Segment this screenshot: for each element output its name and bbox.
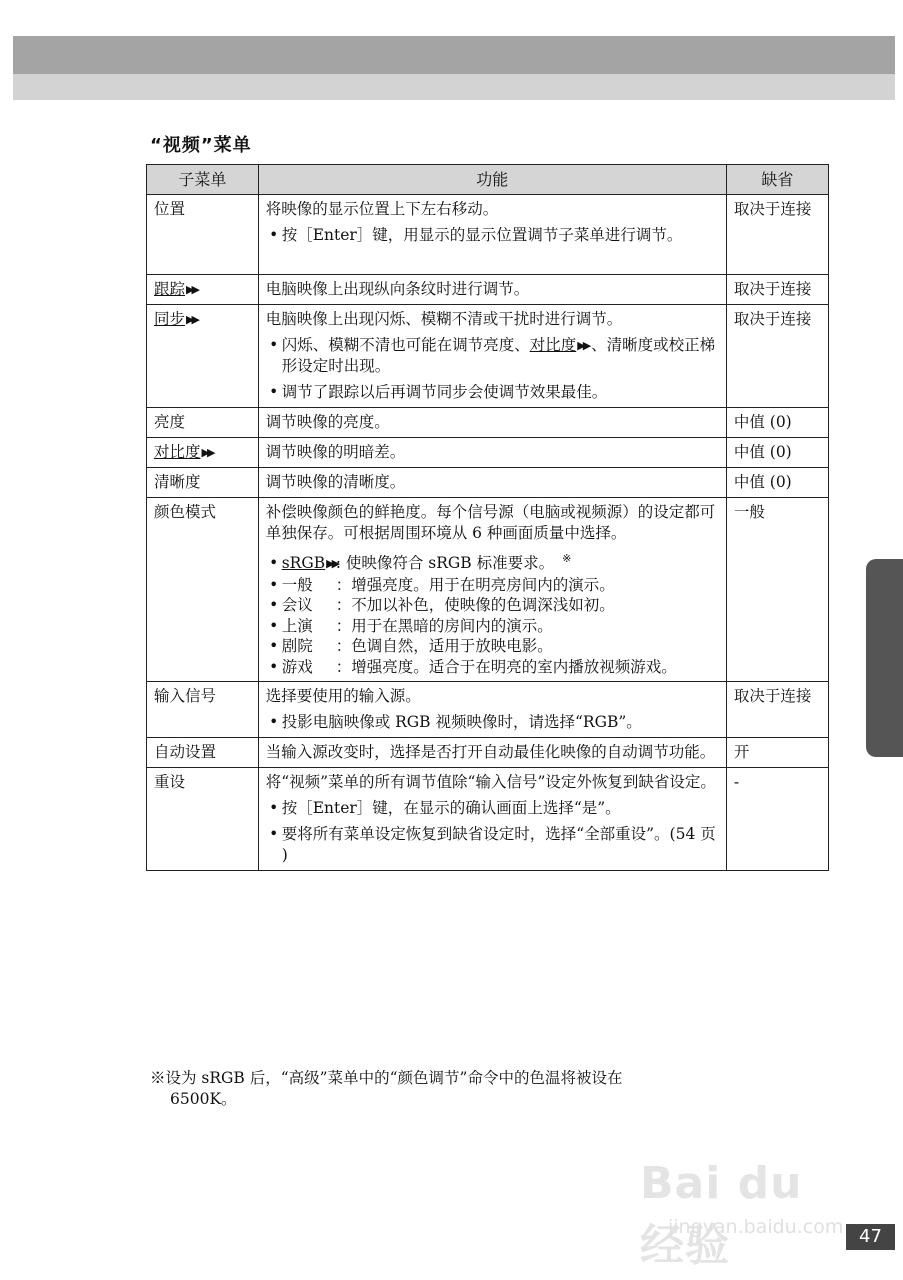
row-function [258, 305, 726, 408]
footnote-line: ※设为 sRGB 后，“高级”菜单中的“颜色调节”命令中的色温将被设在 [150, 1069, 623, 1087]
row-default: 取决于连接 [726, 305, 828, 408]
row-name: 清晰度 [147, 468, 259, 498]
table-header-row [147, 165, 829, 195]
mode-name: 游戏 [281, 657, 313, 676]
video-menu-table [146, 164, 829, 871]
row-name-cell [147, 438, 259, 468]
mode-item [266, 595, 720, 616]
bullet-text: 、清晰度或校正梯形设定时出现。 [281, 336, 716, 375]
table-row [147, 195, 829, 275]
mode-name: 上演 [281, 616, 313, 635]
row-function [258, 768, 726, 871]
row-name: 自动设置 [147, 738, 259, 768]
row-default: 开 [726, 738, 828, 768]
mode-item [266, 636, 720, 657]
mode-name: 剧院 [281, 637, 313, 655]
row-function [258, 682, 726, 738]
bullet-text: 闪烁、模糊不清也可能在调节亮度、 [281, 336, 530, 354]
bullet: • 调节了跟踪以后再调节同步会使调节效果最佳。 [266, 382, 720, 403]
row-default: 取决于连接 [726, 682, 828, 738]
row-default: 中值 (0) [726, 438, 828, 468]
bullet: • 要将所有菜单设定恢复到缺省设定时，选择“全部重设”。(54 页 ) [266, 824, 720, 866]
bullet: • 按［Enter］键，在显示的确认画面上选择“是”。 [266, 798, 720, 819]
contrast-link[interactable]: 对比度 [154, 443, 201, 461]
mode-item [266, 616, 720, 637]
mode-item [266, 549, 720, 575]
row-desc: 将映像的显示位置上下左右移动。 [265, 200, 499, 218]
header-band-light [13, 74, 895, 100]
mode-text: : 使映像符合 sRGB 标准要求。 [335, 554, 555, 572]
row-name: 输入信号 [147, 682, 259, 738]
row-default: 中值 (0) [726, 468, 828, 498]
mode-text: ：增强亮度。适合于在明亮的室内播放视频游戏。 [335, 657, 677, 676]
srgb-link[interactable]: sRGB [281, 554, 326, 572]
row-name: 重设 [147, 768, 259, 871]
table-row [147, 682, 829, 738]
row-default: 一般 [726, 498, 828, 682]
sync-link[interactable]: 同步 [154, 310, 186, 328]
watermark-url: jingyan.baidu.com [668, 1216, 844, 1238]
header-submenu: 子菜单 [147, 165, 259, 195]
table-row [147, 498, 829, 682]
table-row [147, 275, 829, 305]
mode-item [266, 575, 720, 596]
tracking-link[interactable]: 跟踪 [154, 280, 186, 298]
row-function [258, 498, 726, 682]
mode-name: 会议 [281, 596, 313, 614]
bullet: • 按［Enter］键，用显示的显示位置调节子菜单进行调节。 [266, 225, 720, 246]
watermark-logo: Bai du 经验 [640, 1158, 803, 1271]
mode-text: ：不加以补色，使映像的色调深浅如初。 [335, 596, 615, 614]
double-arrow-icon: ▶▶ [186, 283, 197, 296]
row-function: 调节映像的亮度。 [258, 408, 726, 438]
chapter-side-tab [866, 559, 903, 757]
double-arrow-icon: ▶▶ [326, 557, 338, 570]
bullet: • 投影电脑映像或 RGB 视频映像时，请选择“RGB”。 [266, 712, 720, 733]
contrast-link[interactable]: 对比度 [529, 336, 577, 354]
note-mark: ※ [562, 552, 572, 565]
table-row [147, 468, 829, 498]
mode-item [266, 657, 720, 678]
mode-text: ：用于在黑暗的房间内的演示。 [335, 616, 553, 635]
mode-text: ：增强亮度。用于在明亮房间内的演示。 [335, 575, 615, 594]
double-arrow-icon: ▶▶ [201, 446, 213, 459]
row-default: - [726, 768, 828, 871]
watermark [640, 1138, 850, 1271]
double-arrow-icon: ▶▶ [186, 313, 197, 326]
mode-name: 一般 [281, 575, 313, 594]
mode-text: ：色调自然，适用于放映电影。 [335, 637, 553, 655]
table-row [147, 438, 829, 468]
row-desc: 电脑映像上出现纵向条纹时进行调节。 [265, 280, 530, 298]
row-name-cell [147, 275, 259, 305]
row-name: 亮度 [147, 408, 259, 438]
footnote-line: 6500K。 [170, 1090, 237, 1108]
table-row [147, 408, 829, 438]
row-desc: 选择要使用的输入源。 [265, 687, 421, 705]
row-desc: 电脑映像上出现闪烁、模糊不清或干扰时进行调节。 [265, 310, 623, 328]
header-band-dark [13, 36, 895, 74]
row-default: 中值 (0) [726, 408, 828, 438]
row-desc: 将“视频”菜单的所有调节值除“输入信号”设定外恢复到缺省设定。 [265, 773, 716, 791]
bullet [266, 335, 720, 377]
row-default: 取决于连接 [726, 195, 828, 275]
row-function: 调节映像的清晰度。 [258, 468, 726, 498]
row-name: 位置 [147, 195, 259, 275]
table-row [147, 738, 829, 768]
row-function [258, 275, 726, 305]
header-function: 功能 [258, 165, 726, 195]
page-number: 47 [846, 1224, 895, 1250]
row-function: 调节映像的明暗差。 [258, 438, 726, 468]
footnote [150, 1068, 810, 1110]
double-arrow-icon: ▶▶ [577, 339, 589, 352]
row-name-cell [147, 305, 259, 408]
mode-name-cell [282, 553, 336, 575]
header-default: 缺省 [726, 165, 828, 195]
row-function: 当输入源改变时，选择是否打开自动最佳化映像的自动调节功能。 [258, 738, 726, 768]
row-function [258, 195, 726, 275]
table-row [147, 305, 829, 408]
row-default: 取决于连接 [726, 275, 828, 305]
section-title: “视频”菜单 [150, 135, 252, 156]
row-desc: 补偿映像颜色的鲜艳度。每个信号源（电脑或视频源）的设定都可单独保存。可根据周围环境从 6 种画面质量中选择。 [265, 503, 716, 542]
table-row [147, 768, 829, 871]
row-name: 颜色模式 [147, 498, 259, 682]
